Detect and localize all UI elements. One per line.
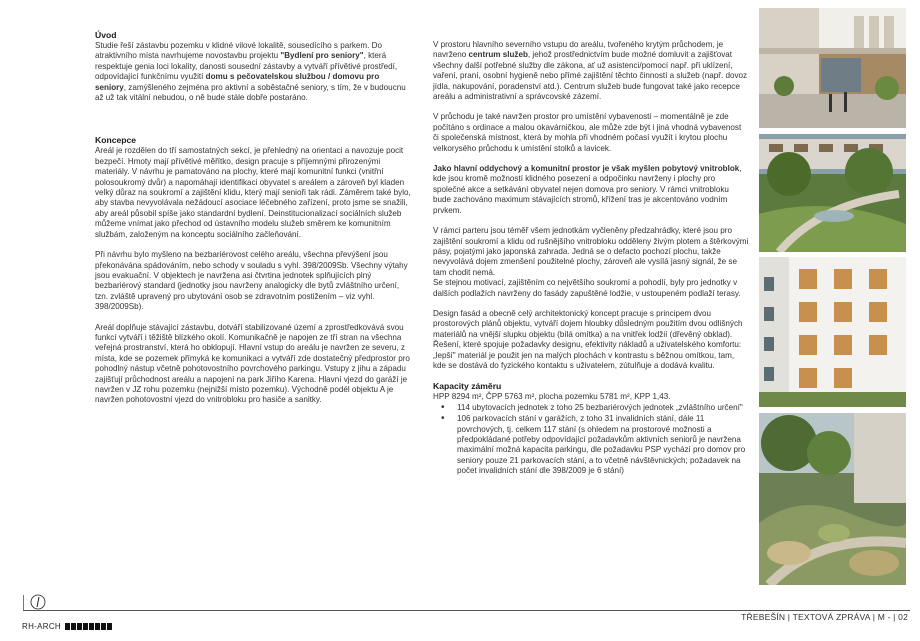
text-run: , která respektuje genia loci lokality, danosti sousední zástavby a vytváří přívětivé prostředí, odpovídající funkčnímu využití (95, 51, 398, 82)
section-heading-koncepce: Koncepce (95, 135, 137, 146)
paragraph-lodzie: Se stejnou motivací, zajištěním co největšího soukromí a pohodlí, byly pro jednotky v dalších podlažích navrženy do fasády zapuštěné lodžie, v ustoupeném podlaží terasy. (433, 278, 741, 298)
footer-divider (23, 595, 24, 611)
brand-name: RH-ARCH (22, 622, 61, 631)
paragraph-pruchod: V průchodu je také navržen prostor pro umístění vybavenosti – momentálně je zde počítáno s ordinace a malou okavárničkou, ale může zde být i jiná vhodná vybavenost či společenská místnost, která by mohla při vhodném počasí využít i krytou plochu velkorysého průchodu k umístění stolků a lavicek. (433, 112, 742, 153)
paragraph-koncepce-1: Areál je rozdělen do tří samostatných sekcí, je přehledný na orientaci a navozuje pocit bezpečí. Hmoty mají přívětivé měřítko, design pracuje s příjemnými přirozenými materiály. V návrhu je pamatováno na plochy, které mají komunitní funkci (vnitřní polosoukromý dvůr) a napomáhají identifikaci obyvatel s areálem a zároveň byl kladen velký důraz na soukromí a zajištění klidu, který mají senioři tak rádi. Záměrem také bylo, aby stavba nevyvolávala nežádoucí asociace léčebného zařízení, proto jsme se snažili, aby areál působil spíše jako standardní bydlení. Deinstitucionalizací sociálních služeb můžeme vnímat jako přechod od ústavního modelu služeb směrem ke komunitním službám, založeným na konceptu sociálního začleňování. (95, 146, 411, 239)
render-courtyard (759, 134, 906, 252)
list-item: • 106 parkovacích stání v garážích, z toho 31 invalidních stání, dále 11 povrchových, tj. celkem 117 stání (s ohledem na prostorové možnosti a předpokládané potřeby odpovídající požadavkům aktivních seniorů je navržena maximální možná kapacita parkingu, dle požadavku PSP vychází pro domov pro seniory pouze 21 parkovacích stání, a to včetně návštěvnických; požadavek na počet invalidních stání dle 398/2009 je 6 stání) (447, 414, 749, 476)
left-text-column (95, 30, 411, 416)
brand-mark-icon (65, 623, 112, 630)
bold-run: Jako hlavní oddychový a komunitní prostor je však myšlen pobytový vnitroblok (433, 164, 740, 174)
footer-page-info: TŘEBEŠÍN | TEXTOVÁ ZPRÁVA | M - | 02 (741, 612, 908, 622)
paragraph-uvod (95, 41, 411, 103)
render-facade-loggias (759, 257, 906, 407)
spacer (95, 113, 411, 135)
text-run: , jehož prostřednictvím bude možné domluvit a zajišťovat všechny další potřebné služby dle zákona, ať už asistenci/pomocí např. při uklízení, vaření, praní, osobní hygieně nebo přímé zajištění těchto činností a služeb (např. dovoz jídla, nakupování, poradenství atd.). Centrum služeb bude fungovat také jako recepce areálu a administrativní a správcovské zázemí. (433, 50, 748, 102)
section-heading-uvod: Úvod (95, 30, 117, 40)
text-run: , zamýšleného zejména pro aktivní a soběstačné seniory, s tím, že v budoucnu až už tak vitální nebudou, o ně bude stále dobře postaráno. (95, 82, 406, 103)
paragraph-vnitroblok (433, 164, 749, 216)
paragraph-design-fasad: Design fasád a obecně celý architektonický koncept pracuje s principem dvou prostorových plánů objektu, vytváří dojem hloubky důsledným použitím dvou odlišných materiálů na vnější slupku objektu (bílá omítka) a na vnitřek lodžií (dřevěný obklad). Řešení, které spojuje požadavky designu, efektivity nákladů a uživatelského komfortu: „lepší" materiál je použit jen na malých plochách v kontrastu s běžnou omítkou, tam, kde se dostává do fyzického kontaktu s uživatelem, zútulňuje a dodává kvalitu. (433, 308, 743, 370)
bold-run: centrum služeb (468, 50, 528, 60)
text-run: , kde jsou kromě možností klidného posezení a odpočinku navrženy i plochy pro společné akce a setkávání obyvatel nejen domova pro seniory. V rámci vnitrobloku bude zachováno maximum stávajících stromů, křížení tras je akcentováno vodním prvkem. (433, 164, 742, 215)
logo-icon (30, 594, 46, 610)
paragraph-centrum-sluzeb (433, 40, 749, 102)
paragraph-parter: V rámci parteru jsou téměř všem jednotkám vyčleněny předzahrádky, které jsou pro zajištění soukromí a klidu od rušnějšího vnitrobloku odděleny živým plotem a štěrkovými pásy, pojatými jako japonská zahrada. Jedná se o defacto pochozí plochu, takže nevyvolává dojem zmenšení použitelné plochy, zároveň ale vysílá jasný signál, že se tam chodit nemá. (433, 226, 749, 277)
render-entrance-passage (759, 8, 906, 128)
paragraph-koncepce-2: Při návrhu bylo myšleno na bezbariérovost celého areálu, všechna převýšení jsou překonávána spádováním, nebo schody v souladu s vyhl. 398/2009Sb. Všechny výtahy jsou evakuační. V objektech je navržena asi čtvrtina jednotek splňujících plný bezbariérový standard (jednotky jsou navrženy analogicky dle bytů zvláštního určení, tzn. zvláště upravený pro ubytování osob se zdravotním postižením – viz vyhl. 398/2009Sb). (95, 250, 408, 312)
footer-rule (23, 610, 910, 611)
list-item: • 114 ubytovacích jednotek z toho 25 bezbariérových jednotek „zvláštního určení" (447, 403, 749, 413)
render-garden (759, 413, 906, 585)
bold-run: domu s pečovatelskou službou / domovu pro seniory (95, 72, 380, 92)
text-run: V prostoru hlavního severního vstupu do areálu, tvořeného krytým průchodem, je navrženo (433, 40, 724, 60)
text-run: Studie řeší zástavbu pozemku v klidné vilové lokalitě, sousedícího s parkem. Do atraktivního místa navrhujeme novostavbu projektu (95, 41, 383, 61)
footer-brand (22, 622, 112, 631)
bold-run: "Bydlení pro seniory" (280, 51, 364, 61)
kapacity-list (433, 403, 749, 477)
section-heading-kapacity: Kapacity záměru (433, 381, 502, 392)
middle-text-column (433, 40, 749, 478)
paragraph-koncepce-3: Areál doplňuje stávající zástavbu, dotváří stabilizované území a zprostředkovává svou funkcí vytváří i těžiště blízkého okolí. Komunikačně je napojen ze tří stran na všechna veřejná prostranství, která ho obklopují. Hlavní vstup do areálu je navržen ze severu, z místa, kde se pozemek přímyká ke komunikaci a vytváří zde dostatečný předprostor pro pohodlný nástup včetně pohotovostního povrchového parkingu. Vstupy z jihu a západu zajišťují průchodnost areálu a napojení na park Jiřího Karena. Hlavní vjezd do garáží je navržen v JZ rohu pozemku (nejnižší místo pozemku). Východně podél objektu A je navržen pohotovostní vjezd do vnitrobloku pro hasiče a sanitky. (95, 322, 410, 405)
kapacity-summary: HPP 8294 m², ČPP 5763 m², plocha pozemku 5781 m², KPP 1,43. (433, 392, 671, 402)
